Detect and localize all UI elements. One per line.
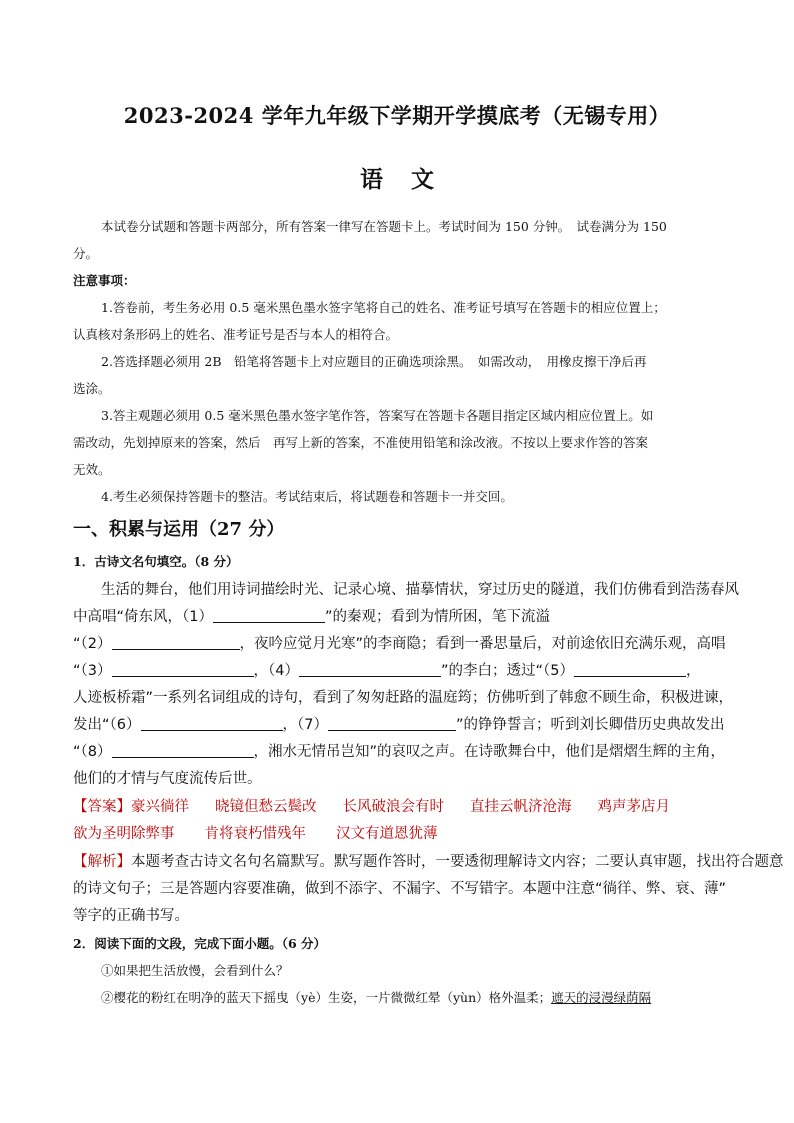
answer-row-2 xyxy=(73,822,438,843)
subject-title: 语文 xyxy=(360,166,462,193)
q1-line-6 xyxy=(73,713,725,734)
notes-item-1-cont: 认真核对条形码上的姓名、准考证号是否与本人的相符合。 xyxy=(73,327,399,342)
q2-line-2 xyxy=(101,988,651,1006)
section-1-heading: 一、积累与运用（27 分） xyxy=(73,519,285,540)
q1-text: ”的铮铮誓言；听到刘长卿借历史典故发出 xyxy=(455,717,725,733)
answer-item-1: 豪兴徜徉 xyxy=(131,799,189,815)
q1-line-2 xyxy=(73,605,550,626)
q1-line-8: 他们的才情与气度流传后世。 xyxy=(73,771,262,787)
q2-text: ②樱花的粉红在明净的蓝天下摇曳（yè）生姿，一片微微红晕（yùn）格外温柔； xyxy=(101,990,552,1005)
q1-line-7 xyxy=(73,740,725,761)
q1-line-1: 生活的舞台，他们用诗词描绘时光、记录心境、描摹情状，穿过历史的隧道，我们仿佛看到浩荡春风 xyxy=(101,582,739,598)
notes-item-3-cont1: 需改动，先划掉原来的答案，然后 再写上新的答案，不准使用铅笔和涂改液。不按以上要求作答的答案 xyxy=(73,435,649,450)
q2-underlined-text: 遮天的浸漫绿荫隔 xyxy=(551,990,652,1005)
notes-item-2: 2.答选择题必须用 2B 铅笔将答题卡上对应题目的正确选项涂黑。 如需改动， 用橡皮擦干净后再 xyxy=(101,354,647,369)
q1-text: 发出“（6） xyxy=(73,717,141,733)
answer-item-4: 直挂云帆济沧海 xyxy=(470,799,572,815)
answer-item-2: 晓镜但愁云鬓改 xyxy=(215,799,317,815)
q2-line-1: ①如果把生活放慢，会看到什么？ xyxy=(101,963,289,978)
q1-text: ， xyxy=(685,663,701,679)
analysis-label: 【解析】 xyxy=(73,854,131,870)
q1-text: 中高唱“倚东风，（1） xyxy=(73,609,213,625)
question-1-heading: 1．古诗文名句填空。（8 分） xyxy=(73,554,239,569)
notes-item-2-cont: 选涂。 xyxy=(73,381,111,396)
analysis-line-3: 等字的正确书写。 xyxy=(73,908,189,924)
exam-title: 2023-2024 学年九年级下学期开学摸底考（无锡专用） xyxy=(123,103,671,128)
notes-item-3-cont2: 无效。 xyxy=(73,462,111,477)
answer-blank-4[interactable] xyxy=(299,662,441,677)
q1-text: “（2） xyxy=(73,636,112,652)
intro-line-1: 本试卷分试题和答题卡两部分，所有答案一律写在答题卡上。考试时间为 150 分钟。 试卷满分为 150 xyxy=(101,219,667,234)
q1-text: ”的秦观；看到为情所困，笔下流溢 xyxy=(325,609,551,625)
answer-blank-2[interactable] xyxy=(112,635,240,650)
answer-item-8: 汉文有道恩犹薄 xyxy=(336,826,438,842)
answer-item-6: 欲为圣明除弊事 xyxy=(73,826,175,842)
q1-line-4 xyxy=(73,659,700,680)
analysis-line-2: 的诗文句子；三是答题内容要准确，做到不添字、不漏字、不写错字。本题中注意“徜徉、弊、衰、薄” xyxy=(73,881,727,897)
question-2-heading: 2．阅读下面的文段，完成下面小题。（6 分） xyxy=(73,936,326,951)
notes-item-1: 1.答卷前，考生务必用 0.5 毫米黑色墨水签字笔将自己的姓名、准考证号填写在答题卡的相应位置上； xyxy=(101,300,666,315)
answer-blank-3[interactable] xyxy=(112,662,254,677)
analysis-line-1 xyxy=(73,850,784,871)
analysis-text: 本题考查古诗文名句名篇默写。默写题作答时，一要透彻理解诗文内容；二要认真审题，找出符合题意 xyxy=(131,854,784,870)
answer-blank-5[interactable] xyxy=(574,662,686,677)
answer-label: 【答案】 xyxy=(73,799,131,815)
q1-text: ”的李白；透过“（5） xyxy=(440,663,574,679)
answer-blank-6[interactable] xyxy=(141,716,283,731)
q1-text: ，夜吟应觉月光寒”的李商隐；看到一番思量后，对前途依旧充满乐观，高唱 xyxy=(239,636,726,652)
notes-item-3: 3.答主观题必须用 0.5 毫米黑色墨水签字笔作答，答案写在答题卡各题目指定区域内相应位置上。如 xyxy=(101,408,654,423)
q1-text: ，（4） xyxy=(253,663,299,679)
answer-row-1 xyxy=(73,795,670,816)
q1-line-3 xyxy=(73,632,726,653)
q1-text: “（8） xyxy=(73,744,112,760)
q1-text: ，（7） xyxy=(282,717,328,733)
notes-item-4: 4.考生必须保持答题卡的整洁。考试结束后，将试题卷和答题卡一并交回。 xyxy=(101,489,513,504)
q1-line-5: 人迹板桥霜”一系列名词组成的诗句，看到了匆匆赶路的温庭筠；仿佛听到了韩愈不顾生命，积极进谏， xyxy=(73,690,734,706)
answer-item-3: 长风破浪会有时 xyxy=(342,799,444,815)
intro-line-2: 分。 xyxy=(73,246,99,261)
answer-blank-8[interactable] xyxy=(112,743,254,758)
q1-text: ，湘水无情吊岂知”的哀叹之声。在诗歌舞台中，他们是熠熠生辉的主角， xyxy=(253,744,726,760)
answer-blank-1[interactable] xyxy=(213,608,325,623)
q1-text: “（3） xyxy=(73,663,112,679)
answer-blank-7[interactable] xyxy=(328,716,456,731)
notes-heading: 注意事项： xyxy=(73,273,136,288)
answer-item-5: 鸡声茅店月 xyxy=(597,799,670,815)
answer-item-7: 肯将衰朽惜残年 xyxy=(204,826,306,842)
